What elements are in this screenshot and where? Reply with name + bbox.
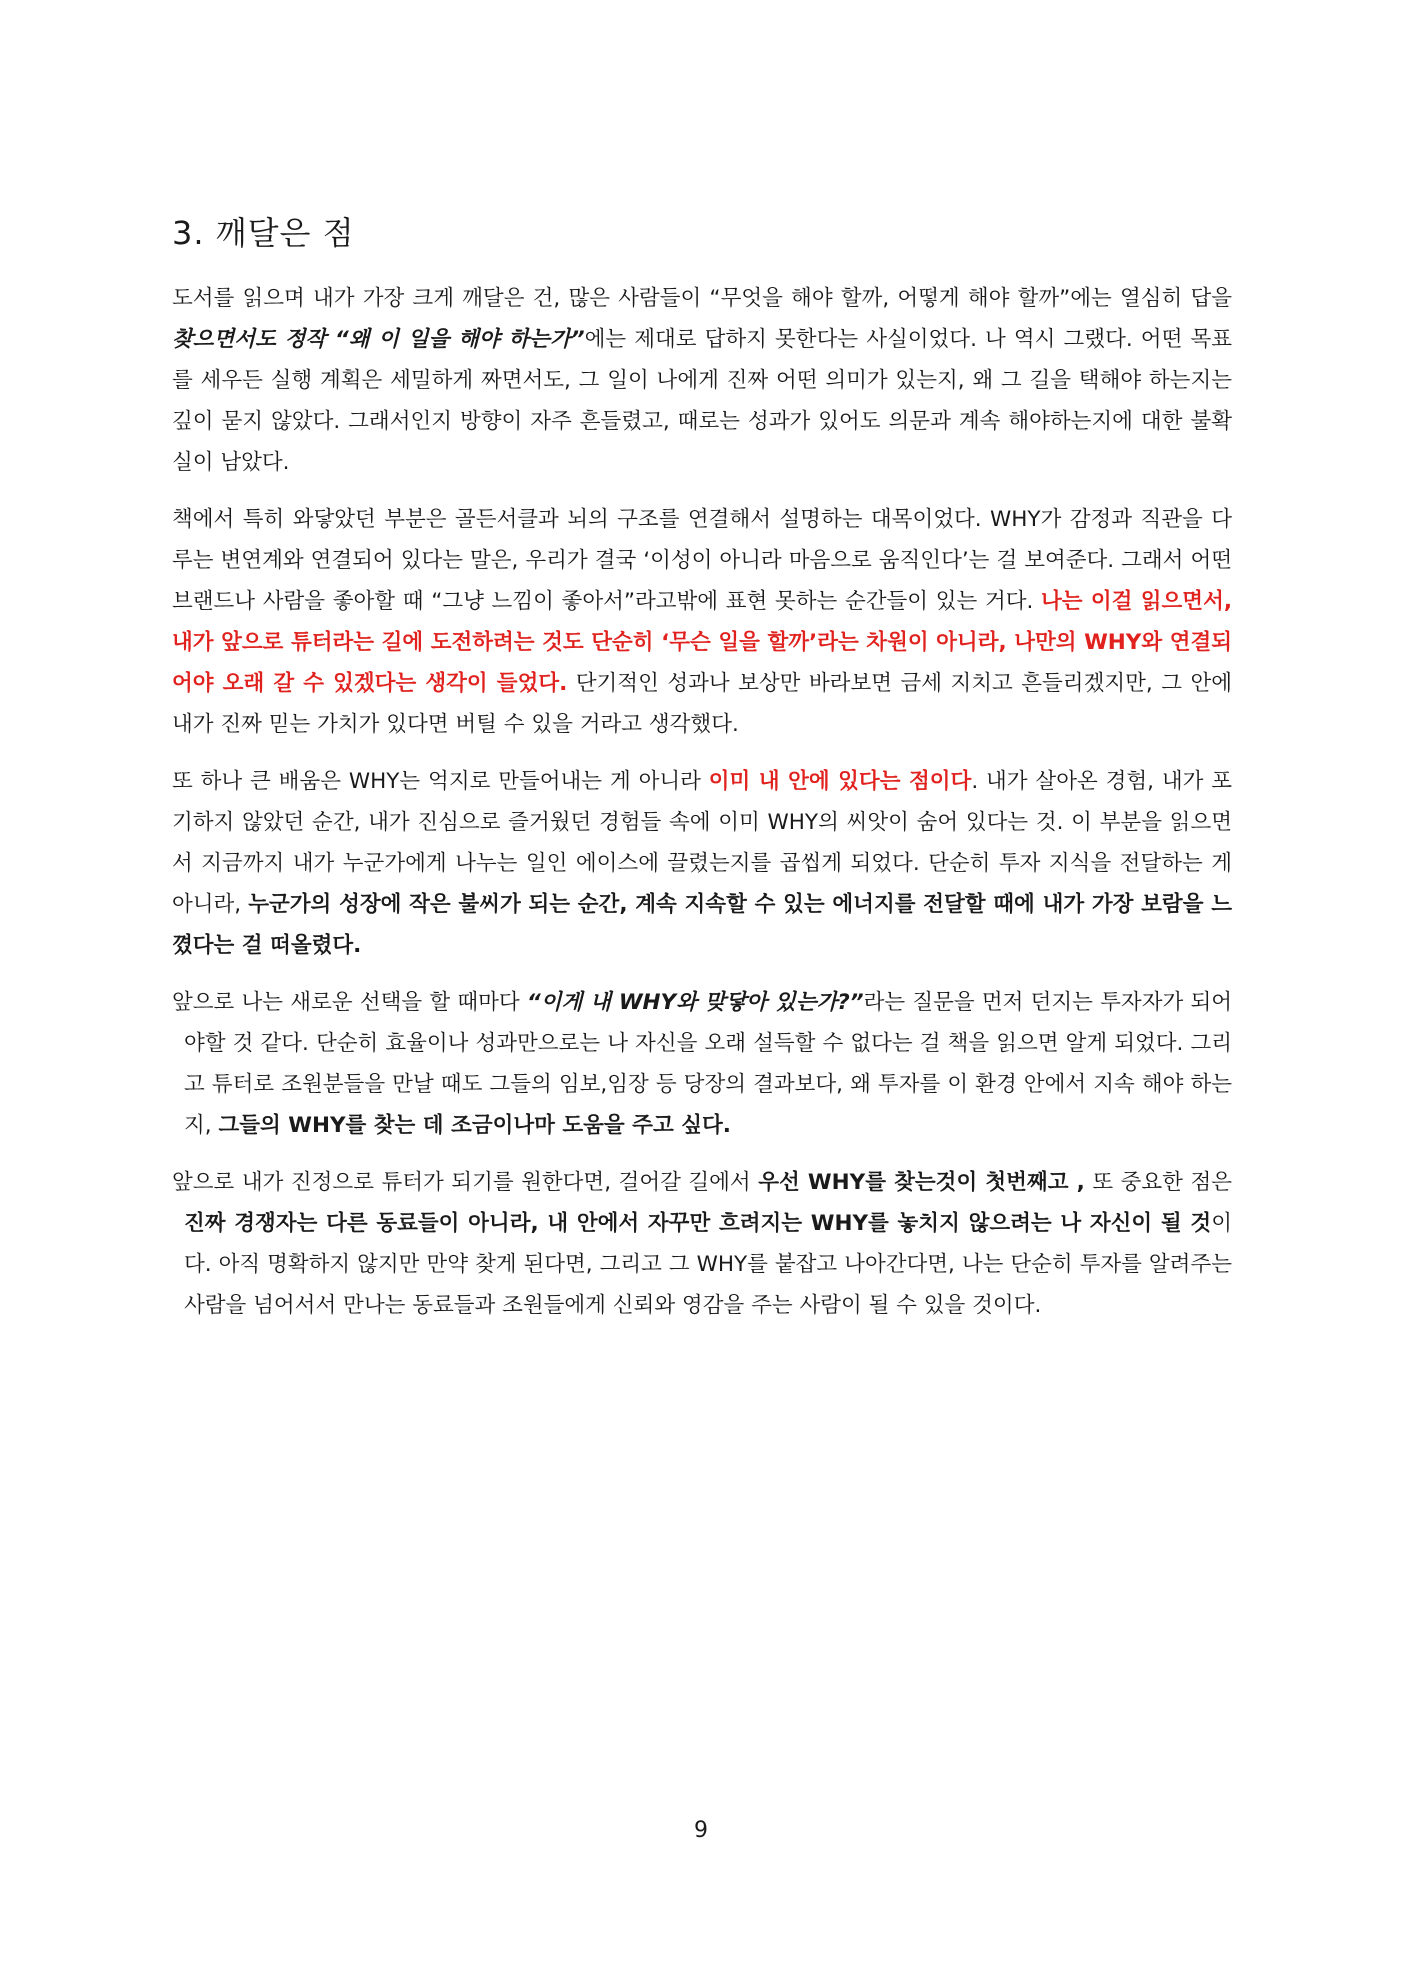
paragraph-1	[172, 278, 1232, 483]
section-heading: 3. 깨달은 점	[172, 214, 355, 252]
paragraph-5-text-2: 또 중요한 점은	[1084, 1170, 1232, 1195]
paragraph-2-text-2: 단기적인 성과나 보상만 바라보면 금세 지치고 흔들리겠지만, 그 안에 내가 진짜 믿는 가치가 있다면 버틸 수 있을 거라고 생각했다.	[172, 671, 1232, 737]
paragraph-3-highlight: 이미 내 안에 있다는 점이다	[708, 769, 972, 794]
paragraph-2-highlight: 나는 이걸 읽으면서, 내가 앞으로 튜터라는 길에 도전하려는 것도 단순히 ‘무슨 일을 할까’라는 차원이 아니라, 나만의 WHY와 연결되어야 오래 갈 수 있겠다는 생각이 들었다.	[172, 589, 1233, 696]
paragraph-5-bold-1: 우선 WHY를 찾는것이 첫번째고 ,	[758, 1170, 1085, 1195]
paragraph-1-text-2: 에는 제대로 답하지 못한다는 사실이었다. 나 역시 그랬다. 어떤 목표를 세우든 실행 계획은 세밀하게 짜면서도, 그 일이 나에게 진짜 어떤 의미가 있는지, 왜 그 길을 택해야 하는지는 깊이 묻지 않았다. 그래서인지 방향이 자주 흔들렸고, 때로는 성과가 있어도 의문과 계속 해야하는지에 대한 불확실이 남았다.	[172, 327, 1232, 475]
paragraph-5-bold-2: 진짜 경쟁자는 다른 동료들이 아니라, 내 안에서 자꾸만 흐려지는 WHY를 놓치지 않으려는 나 자신이 될 것	[184, 1211, 1212, 1236]
paragraph-2	[172, 499, 1232, 745]
paragraph-3-text-1: 또 하나 큰 배움은 WHY는 억지로 만들어내는 게 아니라	[172, 769, 709, 794]
paragraph-4	[172, 982, 1232, 1146]
paragraph-3	[172, 761, 1232, 966]
page-number: 9	[694, 1818, 708, 1843]
paragraph-3-text-2: . 내가 살아온 경험, 내가 포기하지 않았던 순간, 내가 진심으로 즐거웠던 경험들 속에 이미 WHY의 씨앗이 숨어 있다는 것. 이 부분을 읽으면서 지금까지 내가 누군가에게 나누는 일인 에이스에 끌렸는지를 곱씹게 되었다. 단순히 투자 지식을 전달하는 게 아니라,	[172, 769, 1233, 917]
paragraph-5-text-3: 이다. 아직 명확하지 않지만 만약 찾게 된다면, 그리고 그 WHY를 붙잡고 나아간다면, 나는 단순히 투자를 알려주는 사람을 넘어서서 만나는 동료들과 조원들에게 신뢰와 영감을 주는 사람이 될 수 있을 것이다.	[184, 1211, 1232, 1318]
paragraph-1-emphasis: 찾으면서도 정작 “왜 이 일을 해야 하는가”	[172, 327, 585, 352]
paragraph-5	[172, 1162, 1232, 1326]
paragraph-3-bold: 누군가의 성장에 작은 불씨가 되는 순간, 계속 지속할 수 있는 에너지를 전달할 때에 내가 가장 보람을 느꼈다는 걸 떠올렸다.	[172, 892, 1232, 958]
body-text	[172, 278, 1232, 1342]
paragraph-4-text-2: 라는 질문을 먼저 던지는 투자자가 되어야할 것 같다. 단순히 효율이나 성과만으로는 나 자신을 오래 설득할 수 없다는 걸 책을 읽으면 알게 되었다. 그리고 튜터로 조원분들을 만날 때도 그들의 임보,임장 등 당장의 결과보다, 왜 투자를 이 환경 안에서 지속 해야 하는지,	[184, 990, 1233, 1138]
paragraph-4-emphasis: “이게 내 WHY와 맞닿아 있는가?”	[526, 990, 864, 1015]
paragraph-1-text-1: 도서를 읽으며 내가 가장 크게 깨달은 건, 많은 사람들이 “무엇을 해야 할까, 어떻게 해야 할까”에는 열심히 답을	[172, 286, 1232, 311]
paragraph-4-text-1: 앞으로 나는 새로운 선택을 할 때마다	[172, 990, 527, 1015]
paragraph-2-text-1: 책에서 특히 와닿았던 부분은 골든서클과 뇌의 구조를 연결해서 설명하는 대목이었다. WHY가 감정과 직관을 다루는 변연계와 연결되어 있다는 말은, 우리가 결국 ‘이성이 아니라 마음으로 움직인다’는 걸 보여준다. 그래서 어떤 브랜드나 사람을 좋아할 때 “그냥 느낌이 좋아서”라고밖에 표현 못하는 순간들이 있는 거다.	[172, 507, 1232, 614]
paragraph-4-bold: 그들의 WHY를 찾는 데 조금이나마 도움을 주고 싶다.	[218, 1113, 731, 1138]
paragraph-5-text-1: 앞으로 내가 진정으로 튜터가 되기를 원한다면, 걸어갈 길에서	[172, 1170, 759, 1195]
